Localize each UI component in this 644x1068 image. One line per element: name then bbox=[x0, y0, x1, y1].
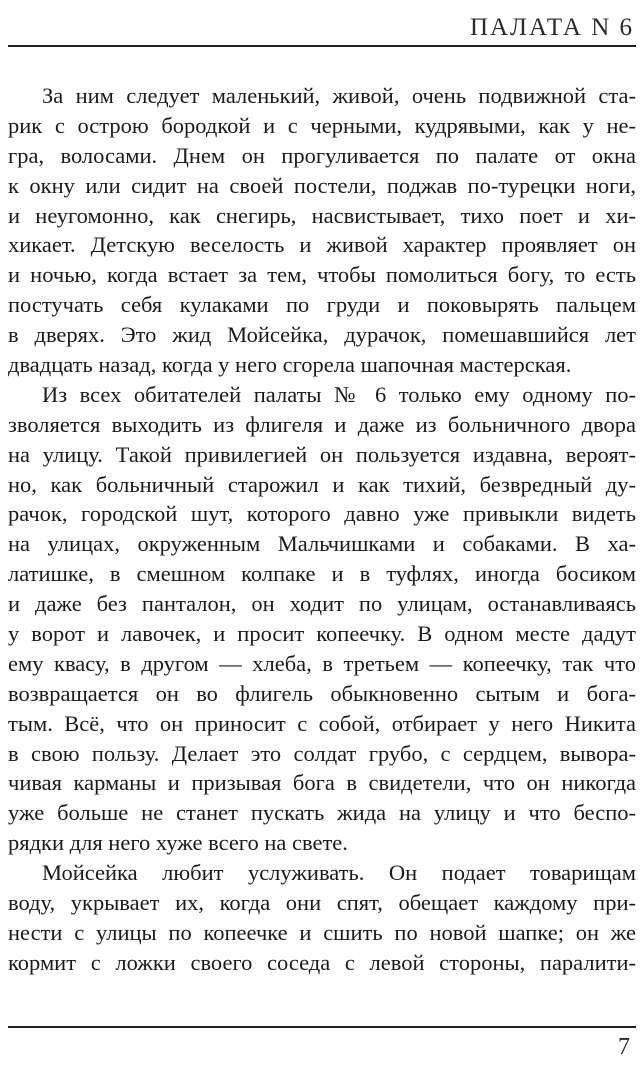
text-line: рик с острою бородкой и с черными, кудрявыми, как у не- bbox=[8, 112, 636, 138]
text-line: возвращается он во флигель обыкновенно сытым и бога- bbox=[8, 680, 636, 706]
running-title: ПАЛАТА N 6 bbox=[469, 14, 634, 41]
paragraph-3 bbox=[8, 858, 636, 978]
text-line: нести с улицы по копеечке и сшить по новой шапке; он же bbox=[8, 919, 636, 945]
text-line: постучать себя кулаками по груди и поковырять пальцем bbox=[8, 292, 636, 318]
text-line: к окну или сидит на своей постели, поджав по-турецки ноги, bbox=[8, 172, 636, 198]
text-line: на улицах, окруженным Мальчишками и собаками. В ха- bbox=[8, 531, 636, 557]
header-rule bbox=[8, 45, 636, 47]
text-line: на улицу. Такой привилегией он пользуется издавна, вероят- bbox=[8, 441, 636, 467]
text-line: гра, волосами. Днем он прогуливается по палате от окна bbox=[8, 142, 636, 168]
text-line: и даже без панталон, он ходит по улицам, останавливаясь bbox=[8, 591, 636, 617]
text-line: ему квасу, в другом — хлеба, в третьем — копеечку, так что bbox=[8, 650, 636, 676]
text-line: воду, укрывает их, когда они спят, обещает каждому при- bbox=[8, 890, 636, 916]
text-line: рядки для него хуже всего на свете. bbox=[8, 830, 348, 856]
body-text bbox=[8, 81, 636, 978]
text-line: латишке, в смешном колпаке и в туфлях, иногда босиком bbox=[8, 561, 636, 587]
text-line: чивая карманы и призывая бога в свидетели, что он никогда bbox=[8, 770, 636, 796]
text-line: зволяется выходить из флигеля и даже из больничного двора bbox=[8, 411, 636, 437]
text-line: хикает. Детскую веселость и живой характер проявляет он bbox=[8, 232, 636, 258]
text-line: За ним следует маленький, живой, очень подвижной ста- bbox=[42, 83, 636, 108]
paragraph-1 bbox=[8, 81, 636, 380]
text-line: рачок, городской шут, которого давно уже привыкли видеть bbox=[8, 501, 636, 527]
page-number: 7 bbox=[618, 1034, 630, 1060]
text-line: и неугомонно, как снегирь, насвистывает, тихо поет и хи- bbox=[8, 202, 636, 228]
footer-rule bbox=[8, 1026, 636, 1028]
text-line: и ночью, когда встает за тем, чтобы помолиться богу, то есть bbox=[8, 262, 636, 288]
text-line: в дверях. Это жид Мойсейка, дурачок, помешавшийся лет bbox=[8, 322, 636, 348]
text-line: у ворот и лавочек, и просит копеечку. В одном месте дадут bbox=[8, 621, 636, 647]
text-line: кормит с ложки своего соседа с левой стороны, паралити- bbox=[8, 949, 636, 975]
text-line: Из всех обитателей палаты № 6 только ему одному по- bbox=[42, 381, 636, 407]
text-line: но, как больничный старожил и как тихий, безвредный ду- bbox=[8, 471, 636, 497]
text-line: тым. Всё, что он приносит с собой, отбирает у него Никита bbox=[8, 710, 636, 736]
paragraph-2 bbox=[8, 380, 636, 858]
text-line: Мойсейка любит услуживать. Он подает товарищам bbox=[42, 860, 636, 886]
text-line: уже больше не станет пускать жида на улицу и что беспо- bbox=[8, 800, 636, 826]
text-line: двадцать назад, когда у него сгорела шапочная мастерская. bbox=[8, 352, 572, 378]
text-line: в свою пользу. Делает это солдат грубо, с сердцем, вывора- bbox=[8, 740, 636, 766]
